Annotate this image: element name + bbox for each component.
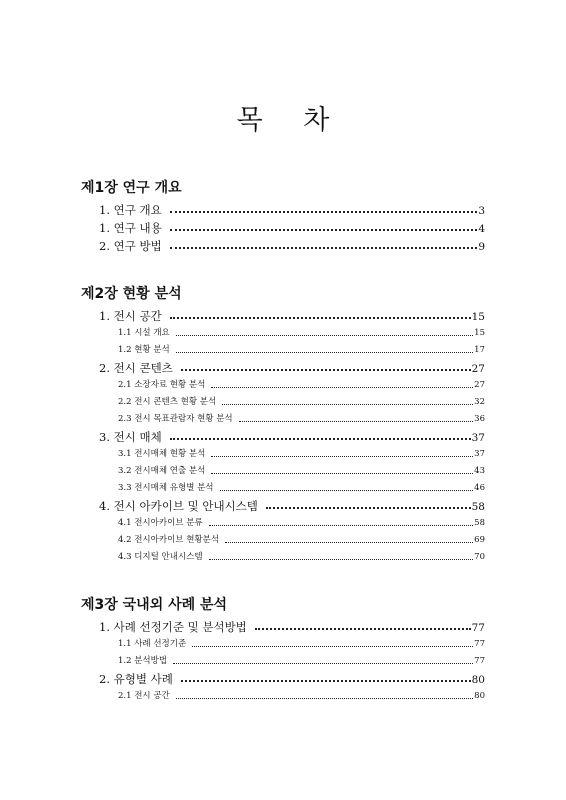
toc-subentry	[81, 325, 485, 342]
toc-page-number: 32	[474, 397, 485, 407]
dot-leader	[211, 456, 473, 457]
toc-subentry	[81, 411, 485, 428]
toc-entry	[81, 618, 485, 636]
toc-entry-label: 1.2 현황 분석	[118, 345, 170, 355]
toc-entry	[81, 497, 485, 515]
toc-page-number: 58	[474, 518, 485, 528]
dot-leader	[266, 507, 471, 509]
toc-entry-label: 3. 전시 매체	[99, 430, 162, 444]
toc-entry-label: 4.3 디지털 안내시스템	[118, 552, 203, 562]
dot-leader	[170, 229, 478, 231]
dot-leader	[170, 438, 471, 440]
toc-entry	[81, 359, 485, 377]
dot-leader	[176, 352, 473, 353]
toc-entry	[81, 219, 485, 237]
toc-entry-label: 2.3 전시 목표관람자 현황 분석	[118, 414, 233, 424]
dot-leader	[255, 628, 471, 630]
toc-entry-label: 2.1 전시 공간	[118, 691, 170, 701]
toc-subentry	[81, 549, 485, 566]
toc-entry-label: 1. 연구 내용	[99, 221, 162, 235]
chapter-heading: 제2장 현황 분석	[81, 286, 182, 302]
toc-entry	[81, 201, 485, 219]
toc-subentry	[81, 688, 485, 705]
toc-subentry	[81, 636, 485, 653]
toc-entry-label: 2. 전시 콘텐츠	[99, 361, 173, 375]
toc-entry-label: 3.3 전시매체 유형별 분석	[118, 483, 214, 493]
toc-entry-label: 1. 연구 개요	[99, 203, 162, 217]
toc-page-number: 77	[474, 656, 485, 666]
toc-subentry	[81, 480, 485, 497]
toc-entry-label: 4.1 전시아카이브 분류	[118, 518, 203, 528]
toc-entry-label: 1. 전시 공간	[99, 309, 162, 323]
toc-subentry	[81, 342, 485, 359]
toc-page-number: 9	[478, 241, 485, 253]
toc-page-number: 4	[478, 223, 485, 235]
toc-entry	[81, 428, 485, 446]
toc-entry-label: 2. 연구 방법	[99, 239, 162, 253]
toc-subentry	[81, 377, 485, 394]
dot-leader	[239, 421, 474, 422]
chapter-heading: 제1장 연구 개요	[81, 180, 182, 196]
toc-page-number: 27	[471, 363, 485, 375]
dot-leader	[181, 369, 471, 371]
toc-subentry	[81, 532, 485, 549]
toc-entry-label: 2. 유형별 사례	[99, 672, 173, 686]
toc-entry	[81, 670, 485, 688]
dot-leader	[176, 335, 473, 336]
toc-page-number: 80	[471, 674, 485, 686]
chapter-1	[81, 179, 485, 255]
dot-leader	[170, 247, 478, 249]
dot-leader	[225, 542, 473, 543]
toc-entry-label: 1.2 분석방법	[118, 656, 168, 666]
chapter-2	[81, 285, 485, 566]
toc-entry-label: 1. 사례 선정기준 및 분석방법	[99, 620, 247, 634]
dot-leader	[176, 698, 473, 699]
toc-page-number: 15	[471, 311, 485, 323]
toc-page-number: 58	[471, 501, 485, 513]
toc-page-number: 80	[474, 691, 485, 701]
toc-page-number: 17	[474, 345, 485, 355]
dot-leader	[211, 387, 473, 388]
toc-subentry	[81, 394, 485, 411]
toc-page-number: 70	[474, 552, 485, 562]
toc-entry	[81, 307, 485, 325]
toc-entry-label: 3.2 전시매체 연출 분석	[118, 466, 206, 476]
dot-leader	[170, 317, 471, 319]
dot-leader	[181, 680, 471, 682]
dot-leader	[211, 473, 473, 474]
toc-entry-label: 4.2 전시아카이브 현황분석	[118, 535, 220, 545]
dot-leader	[209, 559, 474, 560]
dot-leader	[222, 404, 473, 405]
chapter-3	[81, 596, 485, 705]
page-title: 목 차	[236, 105, 346, 136]
toc-entry-label: 2.1 소장자료 현황 분석	[118, 380, 206, 390]
toc-page-number: 15	[474, 328, 485, 338]
dot-leader	[209, 525, 474, 526]
dot-leader	[220, 490, 474, 491]
toc-page-number: 69	[474, 535, 485, 545]
toc-page-number: 77	[474, 639, 485, 649]
toc-entry-label: 3.1 전시매체 현황 분석	[118, 449, 206, 459]
toc-subentry	[81, 446, 485, 463]
toc-page-number: 27	[474, 380, 485, 390]
toc-page-number: 37	[474, 449, 485, 459]
toc-entry-label: 4. 전시 아카이브 및 안내시스템	[99, 499, 258, 513]
toc-subentry	[81, 515, 485, 532]
toc-page-number: 46	[474, 483, 485, 493]
toc-entry-label: 1.1 사례 선정기준	[118, 639, 187, 649]
chapter-heading: 제3장 국내외 사례 분석	[81, 597, 228, 613]
toc-page-number: 43	[474, 466, 485, 476]
toc-page-number: 77	[471, 622, 485, 634]
dot-leader	[170, 211, 478, 213]
dot-leader	[192, 646, 473, 647]
toc-subentry	[81, 653, 485, 670]
toc-subentry	[81, 463, 485, 480]
dot-leader	[173, 663, 473, 664]
toc-page-number: 37	[471, 432, 485, 444]
toc-entry-label: 1.1 시설 개요	[118, 328, 170, 338]
toc-entry-label: 2.2 전시 콘텐츠 현황 분석	[118, 397, 217, 407]
toc-page-number: 36	[474, 414, 485, 424]
toc-page-number: 3	[478, 205, 485, 217]
toc-entry	[81, 237, 485, 255]
